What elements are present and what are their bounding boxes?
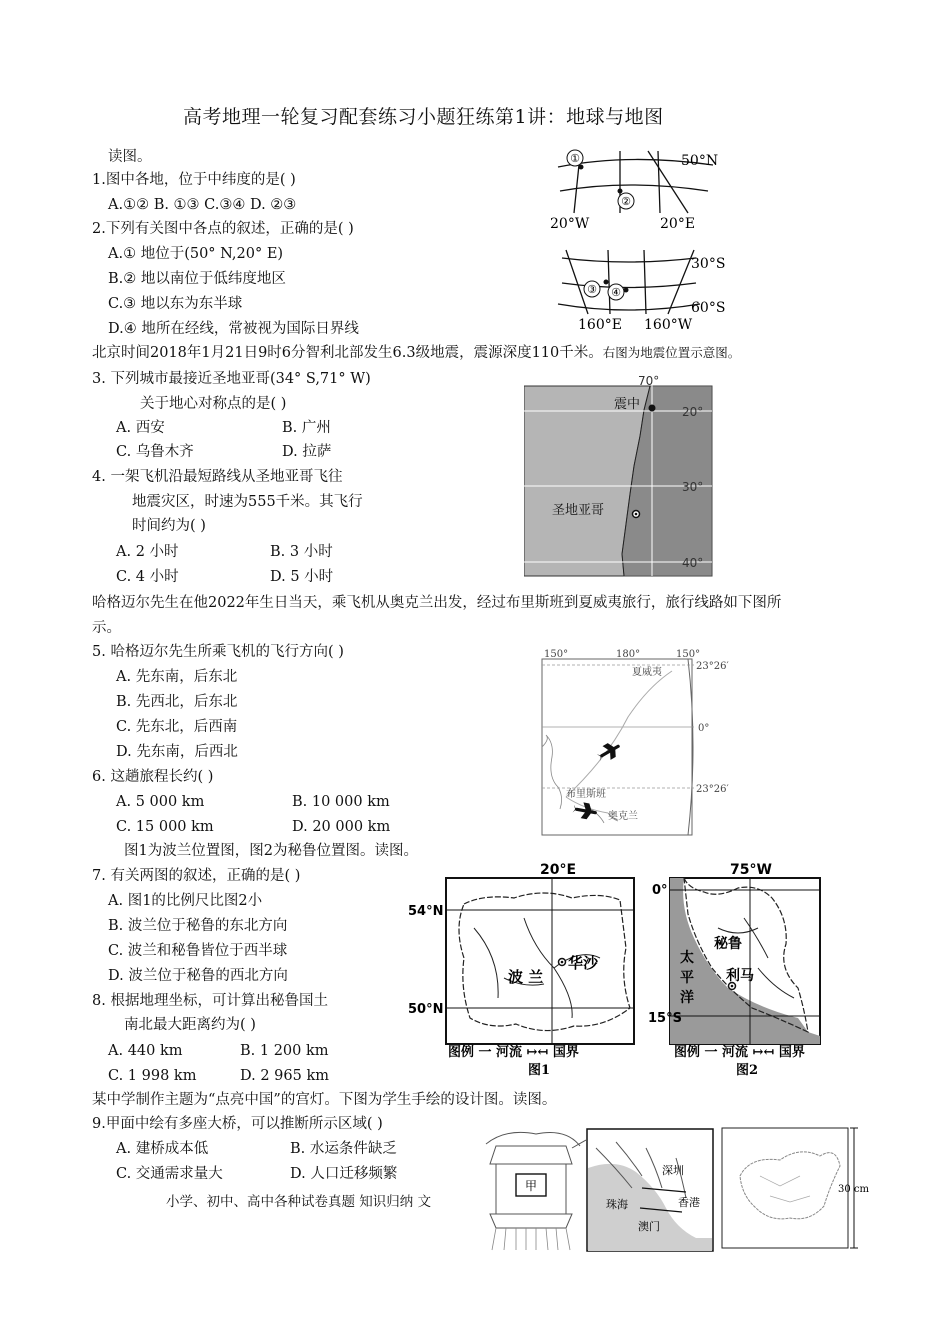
q3-option-c: C. 乌鲁木齐 xyxy=(116,444,194,460)
q6-option-b: B. 10 000 km xyxy=(292,794,390,810)
pearl-river-map xyxy=(586,1128,716,1254)
q3-stem-2: 关于地心对称点的是( ) xyxy=(140,396,287,412)
poland-lat54-label: 54°N xyxy=(408,904,444,919)
q1-stem: 1.图中各地，位于中纬度的是( ) xyxy=(92,172,296,188)
q6-option-c: C. 15 000 km xyxy=(116,819,214,835)
pacific-auckland-label: 奥克兰 xyxy=(608,811,638,822)
chile-lat20-label: 20° xyxy=(682,405,704,419)
q8-option-a: A. 440 km xyxy=(108,1043,183,1059)
fig2-lon-w-label: 160°W xyxy=(644,317,693,333)
fig1-lon-w-label: 20°W xyxy=(550,216,590,232)
intro-text: 读图。 xyxy=(108,149,152,165)
china-map xyxy=(720,1126,870,1252)
poland-legend: 图例 一 河流 ↦↤ 国界 xyxy=(448,1045,579,1060)
chile-lat40-label: 40° xyxy=(682,556,704,570)
q3-option-d: D. 拉萨 xyxy=(282,444,332,460)
point-3-label: ③ xyxy=(587,283,597,296)
map-hongkong-label: 香港 xyxy=(678,1196,700,1209)
q7-option-a: A. 图1的比例尺比图2小 xyxy=(108,893,263,909)
q9-option-c: C. 交通需求量大 xyxy=(116,1166,223,1182)
trip-line-2: 示。 xyxy=(92,620,121,636)
peru-ocean-label-3: 洋 xyxy=(680,990,694,1006)
quake-main-text: 北京时间2018年1月21日9时6分智利北部发生6.3级地震，震源深度110千米。 xyxy=(92,345,603,361)
q5-option-d: D. 先东南，后西北 xyxy=(116,744,238,760)
lantern-intro: 某中学制作主题为“点亮中国”的宫灯。下图为学生手绘的设计图。读图。 xyxy=(92,1092,557,1108)
q7-option-c: C. 波兰和秘鲁皆位于西半球 xyxy=(108,943,288,959)
q8-option-b: B. 1 200 km xyxy=(240,1043,329,1059)
q5-option-b: B. 先西北，后东北 xyxy=(116,694,238,710)
peru-country-label: 秘鲁 xyxy=(714,936,742,952)
fig2-lat-bottom-label: 60°S xyxy=(691,300,726,316)
q9-option-a: A. 建桥成本低 xyxy=(116,1141,209,1157)
q1-options: A.①② B. ①③ C.③④ D. ②③ xyxy=(108,197,297,213)
fig1-lon-e-label: 20°E xyxy=(660,216,696,232)
q4-stem-3: 时间约为( ) xyxy=(132,518,206,534)
q6-stem: 6. 这趟旅程长约( ) xyxy=(92,769,214,785)
lantern-illustration xyxy=(476,1124,586,1252)
chile-lon-label: 70° xyxy=(638,374,660,388)
q4-option-a: A. 2 小时 xyxy=(116,544,179,560)
pacific-lat-n-label: 23°26′ xyxy=(696,661,729,672)
pacific-lon150-label: 150° xyxy=(544,649,569,660)
q6-option-a: A. 5 000 km xyxy=(116,794,205,810)
q2-option-b: B.② 地以南位于低纬度地区 xyxy=(108,271,286,287)
q4-stem: 4. 一架飞机沿最短路线从圣地亚哥飞往 xyxy=(92,469,343,485)
quake-paragraph xyxy=(92,346,740,361)
map-macau-label: 澳门 xyxy=(638,1220,660,1233)
point-4-label: ④ xyxy=(611,286,621,299)
poland-lon-label: 20°E xyxy=(540,862,577,878)
q6-option-d: D. 20 000 km xyxy=(292,819,391,835)
map-shenzhen-label: 深圳 xyxy=(662,1164,684,1177)
fig2-lat-top-label: 30°S xyxy=(691,256,726,272)
peru-caption: 图2 xyxy=(736,1063,759,1078)
scale-label: 30 cm xyxy=(838,1184,869,1195)
q8-option-d: D. 2 965 km xyxy=(240,1068,329,1084)
q3-option-a: A. 西安 xyxy=(116,420,165,436)
peru-eq-label: 0° xyxy=(652,883,668,898)
pacific-lat-s-label: 23°26′ xyxy=(696,784,729,795)
chile-santiago-label: 圣地亚哥 xyxy=(552,503,605,518)
point-2-label: ② xyxy=(621,195,631,208)
q2-stem: 2.下列有关图中各点的叙述，正确的是( ) xyxy=(92,221,354,237)
pacific-hawaii-label: 夏威夷 xyxy=(632,667,662,678)
q7-stem: 7. 有关两图的叙述，正确的是( ) xyxy=(92,868,301,884)
chile-earthquake-map xyxy=(524,374,714,578)
point-1-label: ① xyxy=(570,152,580,165)
q5-option-c: C. 先东北，后西南 xyxy=(116,719,238,735)
q4-stem-2: 地震灾区，时速为555千米。其飞行 xyxy=(132,494,363,510)
fig1-lat-label: 50°N xyxy=(681,153,719,169)
poland-country-label: 波 兰 xyxy=(508,968,544,986)
pacific-lon180-label: 180° xyxy=(616,649,641,660)
map-zhuhai-label: 珠海 xyxy=(606,1198,628,1211)
footer-text: 小学、初中、高中各种试卷真题 知识归纳 文 xyxy=(166,1194,432,1210)
fig2-lon-e-label: 160°E xyxy=(578,317,622,333)
q8-option-c: C. 1 998 km xyxy=(108,1068,197,1084)
poland-map xyxy=(404,858,640,1080)
q7-option-d: D. 波兰位于秘鲁的西北方向 xyxy=(108,968,288,984)
peru-legend: 图例 一 河流 ↦↤ 国界 xyxy=(674,1045,805,1060)
q8-stem-2: 南北最大距离约为( ) xyxy=(124,1017,256,1033)
poland-lat50-label: 50°N xyxy=(408,1002,444,1017)
peru-map xyxy=(648,858,828,1080)
quake-small-text: 右图为地震位置示意图。 xyxy=(602,345,741,360)
poland-capital-label: 华沙 xyxy=(568,954,599,972)
lantern-jia-label: 甲 xyxy=(524,1179,538,1193)
peru-ocean-label-1: 太 xyxy=(680,950,694,966)
q2-option-c: C.③ 地以东为东半球 xyxy=(108,296,243,312)
q4-option-d: D. 5 小时 xyxy=(270,569,334,585)
q8-stem: 8. 根据地理坐标，可计算出秘鲁国土 xyxy=(92,993,328,1009)
q2-option-a: A.① 地位于(50° N,20° E) xyxy=(108,246,284,262)
peru-capital-label: 利马 xyxy=(726,968,754,984)
q5-option-a: A. 先东南，后东北 xyxy=(116,669,238,685)
q3-stem: 3. 下列城市最接近圣地亚哥(34° S,71° W) xyxy=(92,371,371,387)
pacific-eq-label: 0° xyxy=(698,723,710,734)
chile-lat30-label: 30° xyxy=(682,480,704,494)
q3-option-b: B. 广州 xyxy=(282,420,331,436)
q4-option-c: C. 4 小时 xyxy=(116,569,179,585)
peru-ocean-label-2: 平 xyxy=(680,970,694,986)
q4-option-b: B. 3 小时 xyxy=(270,544,333,560)
pacific-brisbane-label: 布里斯班 xyxy=(566,789,606,800)
q2-option-d: D.④ 地所在经线，常被视为国际日界线 xyxy=(108,321,359,337)
peru-lon-label: 75°W xyxy=(730,862,772,878)
q5-stem: 5. 哈格迈尔先生所乘飞机的飞行方向( ) xyxy=(92,644,344,660)
poland-caption: 图1 xyxy=(528,1063,551,1078)
trip-line-1: 哈格迈尔先生在他2022年生日当天，乘飞机从奥克兰出发，经过布里斯班到夏威夷旅行，旅行线路如下图所 xyxy=(92,595,782,611)
grid-figure-south xyxy=(548,246,728,336)
chile-quake-label: 震中 xyxy=(614,397,641,412)
page-title: 高考地理一轮复习配套练习小题狂练第1讲：地球与地图 xyxy=(183,106,664,128)
q7-option-b: B. 波兰位于秘鲁的东北方向 xyxy=(108,918,288,934)
pacific-route-map xyxy=(538,647,738,839)
poland-peru-intro: 图1为波兰位置图，图2为秘鲁位置图。读图。 xyxy=(124,843,418,859)
q9-option-d: D. 人口迁移频繁 xyxy=(290,1166,398,1182)
grid-figure-north xyxy=(548,145,728,233)
peru-lat15-label: 15°S xyxy=(648,1011,682,1026)
q9-stem: 9.甲面中绘有多座大桥，可以推断所示区域( ) xyxy=(92,1116,383,1132)
q9-option-b: B. 水运条件缺乏 xyxy=(290,1141,397,1157)
pacific-lon150w-label: 150° xyxy=(676,649,701,660)
